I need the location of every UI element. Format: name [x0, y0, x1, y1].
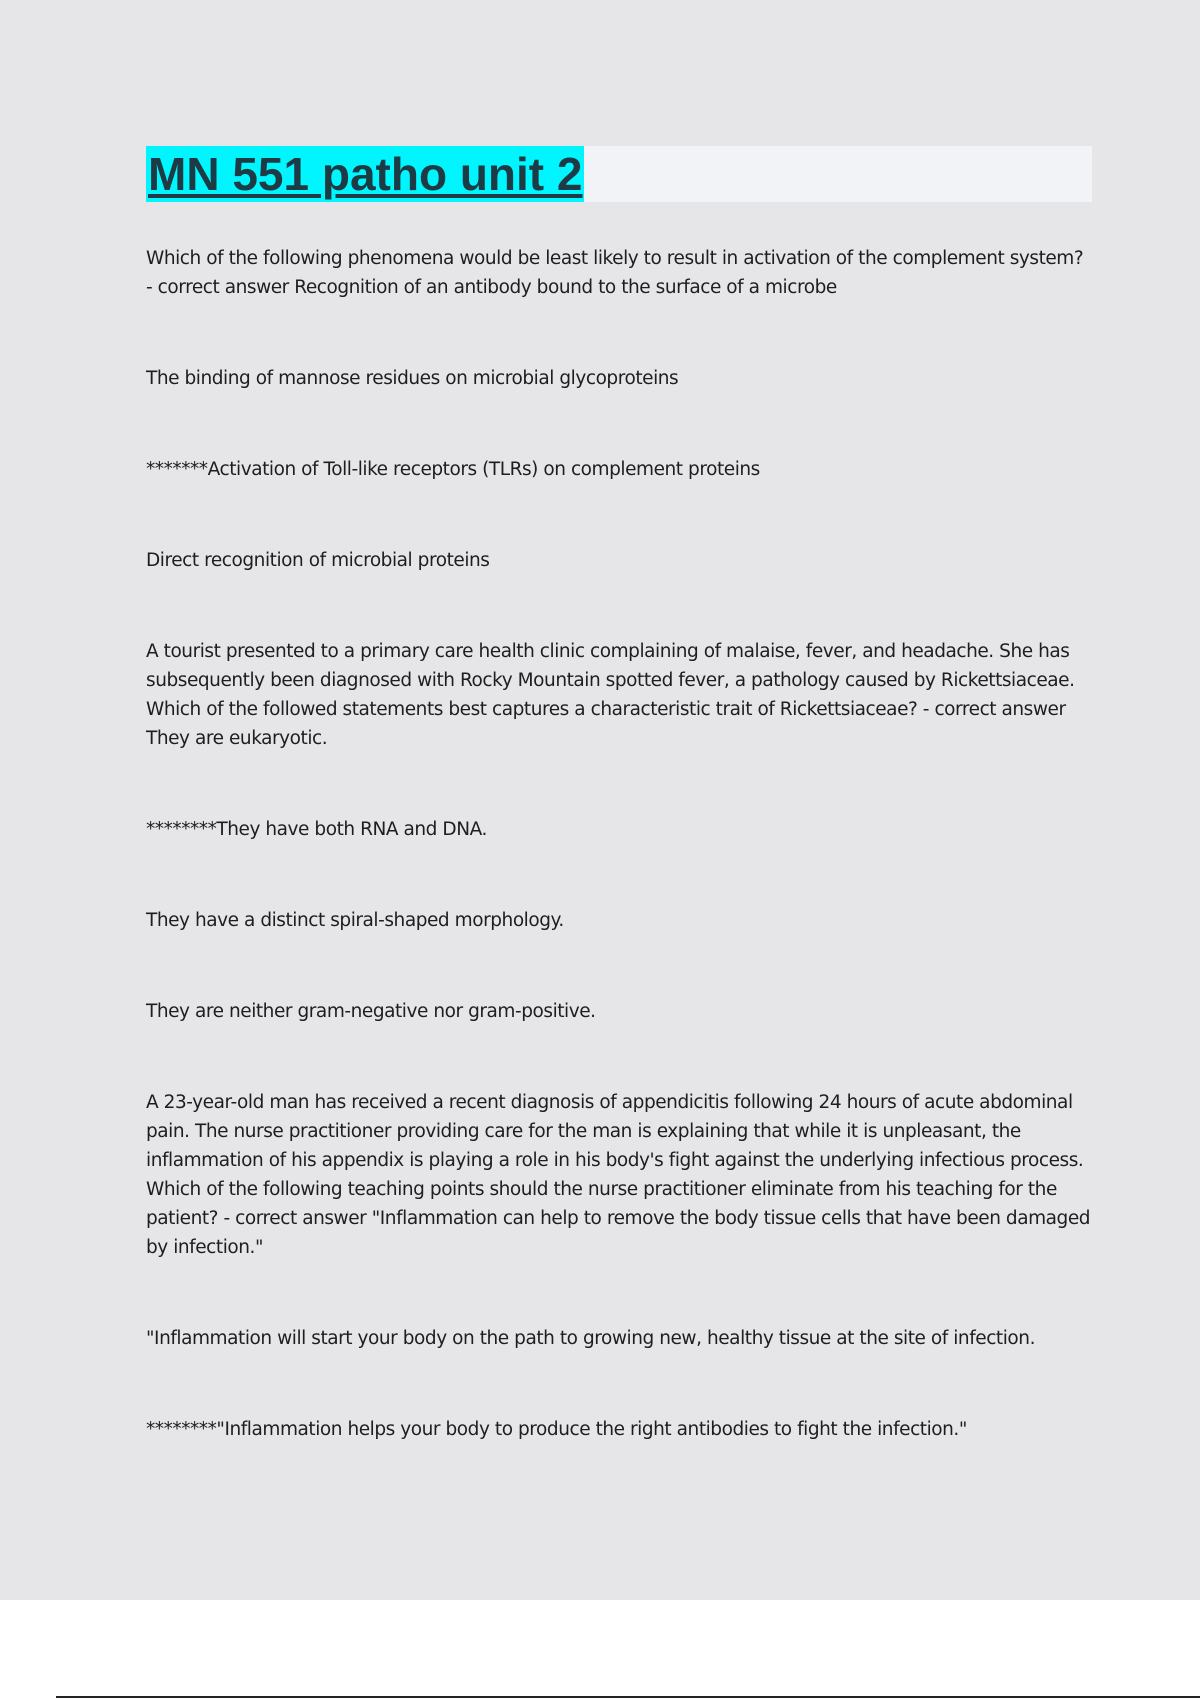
question-1-option: Direct recognition of microbial proteins [146, 550, 490, 571]
question-1-text: Which of the following phenomena would be least likely to result in activation of the complement system? - correct answer Recognition of an antibody bound to the surface of a microbe [146, 248, 1084, 298]
question-2-text: A tourist presented to a primary care health clinic complaining of malaise, fever, and headache. She has subsequently been diagnosed with Rocky Mountain spotted fever, a pathology caused by Rickettsiaceae. Which of the followed statements best captures a characteristic trait of Rickettsiaceae? - correct answer They are eukaryotic. [146, 641, 1075, 749]
footer-divider [56, 1696, 1200, 1698]
question-1-option: The binding of mannose residues on microbial glycoproteins [146, 368, 679, 389]
question-2-option: They have a distinct spiral-shaped morphology. [146, 910, 564, 931]
document-title: MN 551 patho unit 2 [148, 148, 583, 200]
document-body [146, 244, 1092, 1506]
question-1-option-marked: *******Activation of Toll-like receptors (TLRs) on complement proteins [146, 459, 760, 480]
question-3-option: "Inflammation will start your body on the path to growing new, healthy tissue at the site of infection. [146, 1328, 1035, 1349]
question-3-text: A 23-year-old man has received a recent diagnosis of appendicitis following 24 hours of acute abdominal pain. The nurse practitioner providing care for the man is explaining that while it is unpleasant, the inflammation of his appendix is playing a role in his body's fight against the underlying infectious process. Which of the following teaching points should the nurse practitioner eliminate from his teaching for the patient? - correct answer "Inflammation can help to remove the body tissue cells that have been damaged by infection." [146, 1092, 1091, 1258]
question-3-option-marked: ********"Inflammation helps your body to produce the right antibodies to fight the infection." [146, 1419, 967, 1440]
question-2-option: They are neither gram-negative nor gram-positive. [146, 1001, 596, 1022]
question-2-option-marked: ********They have both RNA and DNA. [146, 819, 487, 840]
